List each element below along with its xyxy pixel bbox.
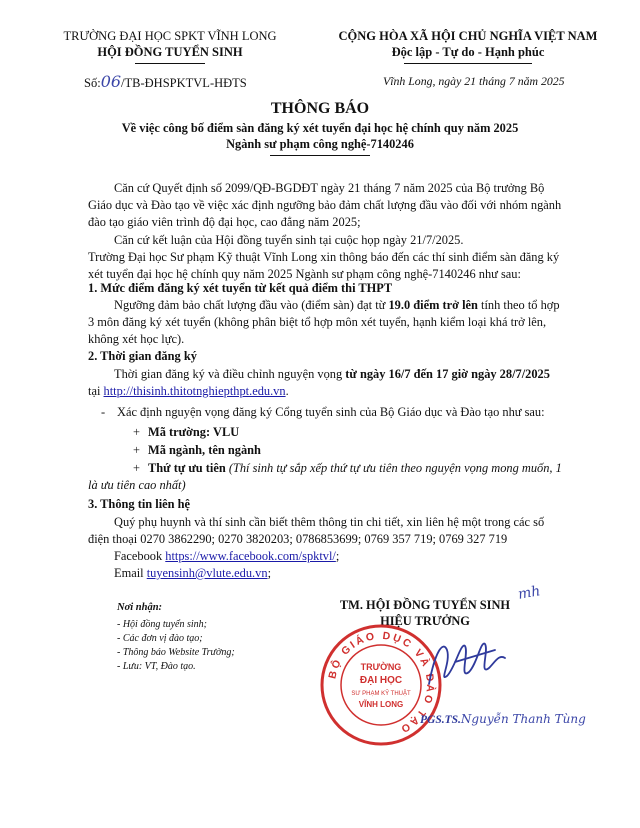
- email-sep: ;: [267, 566, 272, 580]
- date-text-1: Vĩnh Long, ngày: [383, 74, 462, 88]
- signature-line-1: TM. HỘI ĐỒNG TUYỂN SINH: [339, 598, 511, 612]
- dash-marker: -: [101, 405, 106, 419]
- title-underline: [270, 155, 370, 156]
- page-title: THÔNG BÁO: [270, 100, 370, 117]
- recipient-item: - Các đơn vị đào tạo;: [117, 633, 203, 644]
- s2-text-bold: từ ngày 16/7 đến 17 giờ ngày 28/7/2025: [345, 367, 550, 381]
- section-3-body: [88, 514, 544, 582]
- title-subject: [0, 120, 640, 152]
- p1-line-1: Căn cứ Quyết định số 2099/QĐ-BGDĐT ngày 21 tháng 7 năm 2025 của Bộ trưởng Bộ: [114, 181, 545, 195]
- signer-name: [420, 712, 586, 726]
- recipients-title: Nơi nhận:: [117, 602, 163, 613]
- date-text-2: tháng: [479, 74, 506, 88]
- section-2-heading: 2. Thời gian đăng ký: [88, 349, 197, 363]
- section-3-heading: 3. Thông tin liên hệ: [88, 497, 191, 511]
- s3-line-1: Quý phụ huynh và thí sinh cần biết thêm thông tin chi tiết, xin liên hệ một trong các số: [114, 515, 545, 529]
- number-prefix: Số:: [84, 76, 101, 90]
- plus-item-1: Mã trường: VLU: [148, 425, 240, 439]
- s2-text-dot: .: [285, 384, 289, 398]
- s1-line-2: 3 môn đăng ký xét tuyển (không phân biệt tổ hợp môn xét tuyển, hạnh kiểm loại khá trở lên,: [88, 315, 547, 329]
- document-date: [383, 74, 565, 89]
- plus-marker-2: +: [133, 443, 140, 457]
- signature-stroke: [429, 644, 505, 684]
- header-left: [50, 28, 290, 64]
- s3-line-2: điện thoại 0270 3862290; 0270 3820203; 0786853699; 0769 357 719; 0769 327 719: [88, 532, 508, 546]
- s1-line-1: [88, 297, 560, 314]
- recipients: [117, 601, 235, 674]
- paragraph-2: Căn cứ kết luận của Hội đồng tuyển sinh tại cuộc họp ngày 21/7/2025.: [114, 233, 464, 247]
- header-right: [318, 28, 618, 64]
- section-1-body: [88, 297, 560, 348]
- plus-marker-1: +: [133, 425, 140, 439]
- date-day: 21: [464, 74, 477, 88]
- header-left-underline: [135, 63, 205, 64]
- plus-item-3: [148, 460, 562, 477]
- section-2-body: [88, 366, 550, 400]
- p1-line-3: đào tạo giáo viên trình độ đại học, cao đẳng năm 2025;: [88, 215, 361, 229]
- title-sub-2: Ngành sư phạm công nghệ-7140246: [226, 137, 414, 151]
- university-name: TRƯỜNG ĐẠI HỌC SPKT VĨNH LONG: [63, 29, 277, 43]
- plus-marker-3: +: [133, 461, 140, 475]
- number-suffix: /TB-ĐHSPKTVL-HĐTS: [121, 76, 247, 90]
- s1-text-pre: Ngưỡng đảm bảo chất lượng đầu vào (điểm sàn) đạt từ: [114, 298, 386, 312]
- recipient-item: - Lưu: VT, Đào tạo.: [117, 661, 196, 672]
- title-sub-1: Về việc công bố điểm sàn đăng ký xét tuyển đại học hệ chính quy năm 2025: [121, 121, 519, 135]
- paragraph-1: [88, 180, 561, 231]
- p3-line-2: xét tuyển đại học hệ chính quy năm 2025 Ngành sư phạm công nghệ-7140246 như sau:: [88, 267, 521, 281]
- date-month: 7: [508, 74, 515, 88]
- s2-text-at: tại: [88, 384, 101, 398]
- initials-mark: mh: [516, 583, 542, 603]
- recipient-item: - Thông báo Website Trường;: [117, 647, 235, 658]
- s1-text-bold: 19.0 điểm trở lên: [388, 298, 478, 312]
- document-number: [84, 72, 247, 91]
- signer-name-handwritten: Nguyễn Thanh Tùng: [460, 712, 586, 726]
- s2-line-1: [88, 366, 550, 383]
- facebook-sep: ;: [335, 549, 340, 563]
- plus-item-2: Mã ngành, tên ngành: [148, 443, 261, 457]
- s3-facebook: [88, 548, 544, 565]
- stamp-line-4: VĨNH LONG: [358, 700, 404, 709]
- plus-item-3-cont: là ưu tiên cao nhất): [88, 478, 186, 492]
- country-name: CỘNG HÒA XÃ HỘI CHỦ NGHĨA VIỆT NAM: [338, 29, 598, 43]
- plus-3-italic: (Thí sinh tự sắp xếp thứ tự ưu tiên theo nguyện vọng mong muốn, 1: [228, 461, 562, 475]
- signature-line-2: HIỆU TRƯỞNG: [380, 614, 470, 628]
- facebook-label: Facebook: [114, 549, 163, 563]
- council-name: HỘI ĐỒNG TUYỂN SINH: [97, 45, 243, 59]
- handwritten-signature: [425, 632, 510, 694]
- stamp-line-2: ĐẠI HỌC: [359, 675, 403, 686]
- s1-text-post: tính theo tổ hợp: [481, 298, 560, 312]
- p1-line-2: Giáo dục và Đào tạo về việc xác định ngưỡng bảo đảm chất lượng đầu vào đối với nhóm ngành: [88, 198, 562, 212]
- plus-3-bold: Thứ tự ưu tiên: [148, 461, 226, 475]
- stamp-ring-text: BỘ GIÁO DỤC VÀ ĐÀO TẠO: [326, 629, 437, 736]
- number-handwritten: 06: [100, 72, 122, 91]
- motto: Độc lập - Tự do - Hạnh phúc: [391, 45, 545, 59]
- s2-text-pre: Thời gian đăng ký và điều chỉnh nguyện vọng: [114, 367, 343, 381]
- recipient-item: - Hội đồng tuyển sinh;: [117, 619, 207, 630]
- stamp-line-3: SƯ PHẠM KỸ THUẬT: [351, 691, 411, 697]
- s3-email: [88, 565, 544, 582]
- date-text-3: năm 2025: [517, 74, 565, 88]
- paragraph-3: [88, 249, 559, 283]
- stamp-line-1: TRƯỜNG: [360, 662, 402, 672]
- portal-link[interactable]: http://thisinh.thitotnghiepthpt.edu.vn: [103, 384, 286, 398]
- s2-line-2: [88, 383, 550, 400]
- email-label: Email: [114, 566, 144, 580]
- facebook-link[interactable]: https://www.facebook.com/spktvl/: [165, 549, 336, 563]
- section-1-heading: 1. Mức điểm đăng ký xét tuyển từ kết quả điểm thi THPT: [88, 281, 393, 295]
- s1-line-3: không xét học lực).: [88, 332, 185, 346]
- p3-line-1: Trường Đại học Sư phạm Kỹ thuật Vĩnh Long xin thông báo đến các thí sinh điểm sàn đăng ký: [88, 250, 560, 264]
- header-right-underline: [404, 63, 532, 64]
- s2-dash-item: Xác định nguyện vọng đăng ký Cổng tuyển sinh của Bộ Giáo dục và Đào tạo như sau:: [117, 405, 545, 419]
- signer-title: PGS.TS.: [420, 714, 461, 726]
- email-link[interactable]: tuyensinh@vlute.edu.vn: [146, 566, 268, 580]
